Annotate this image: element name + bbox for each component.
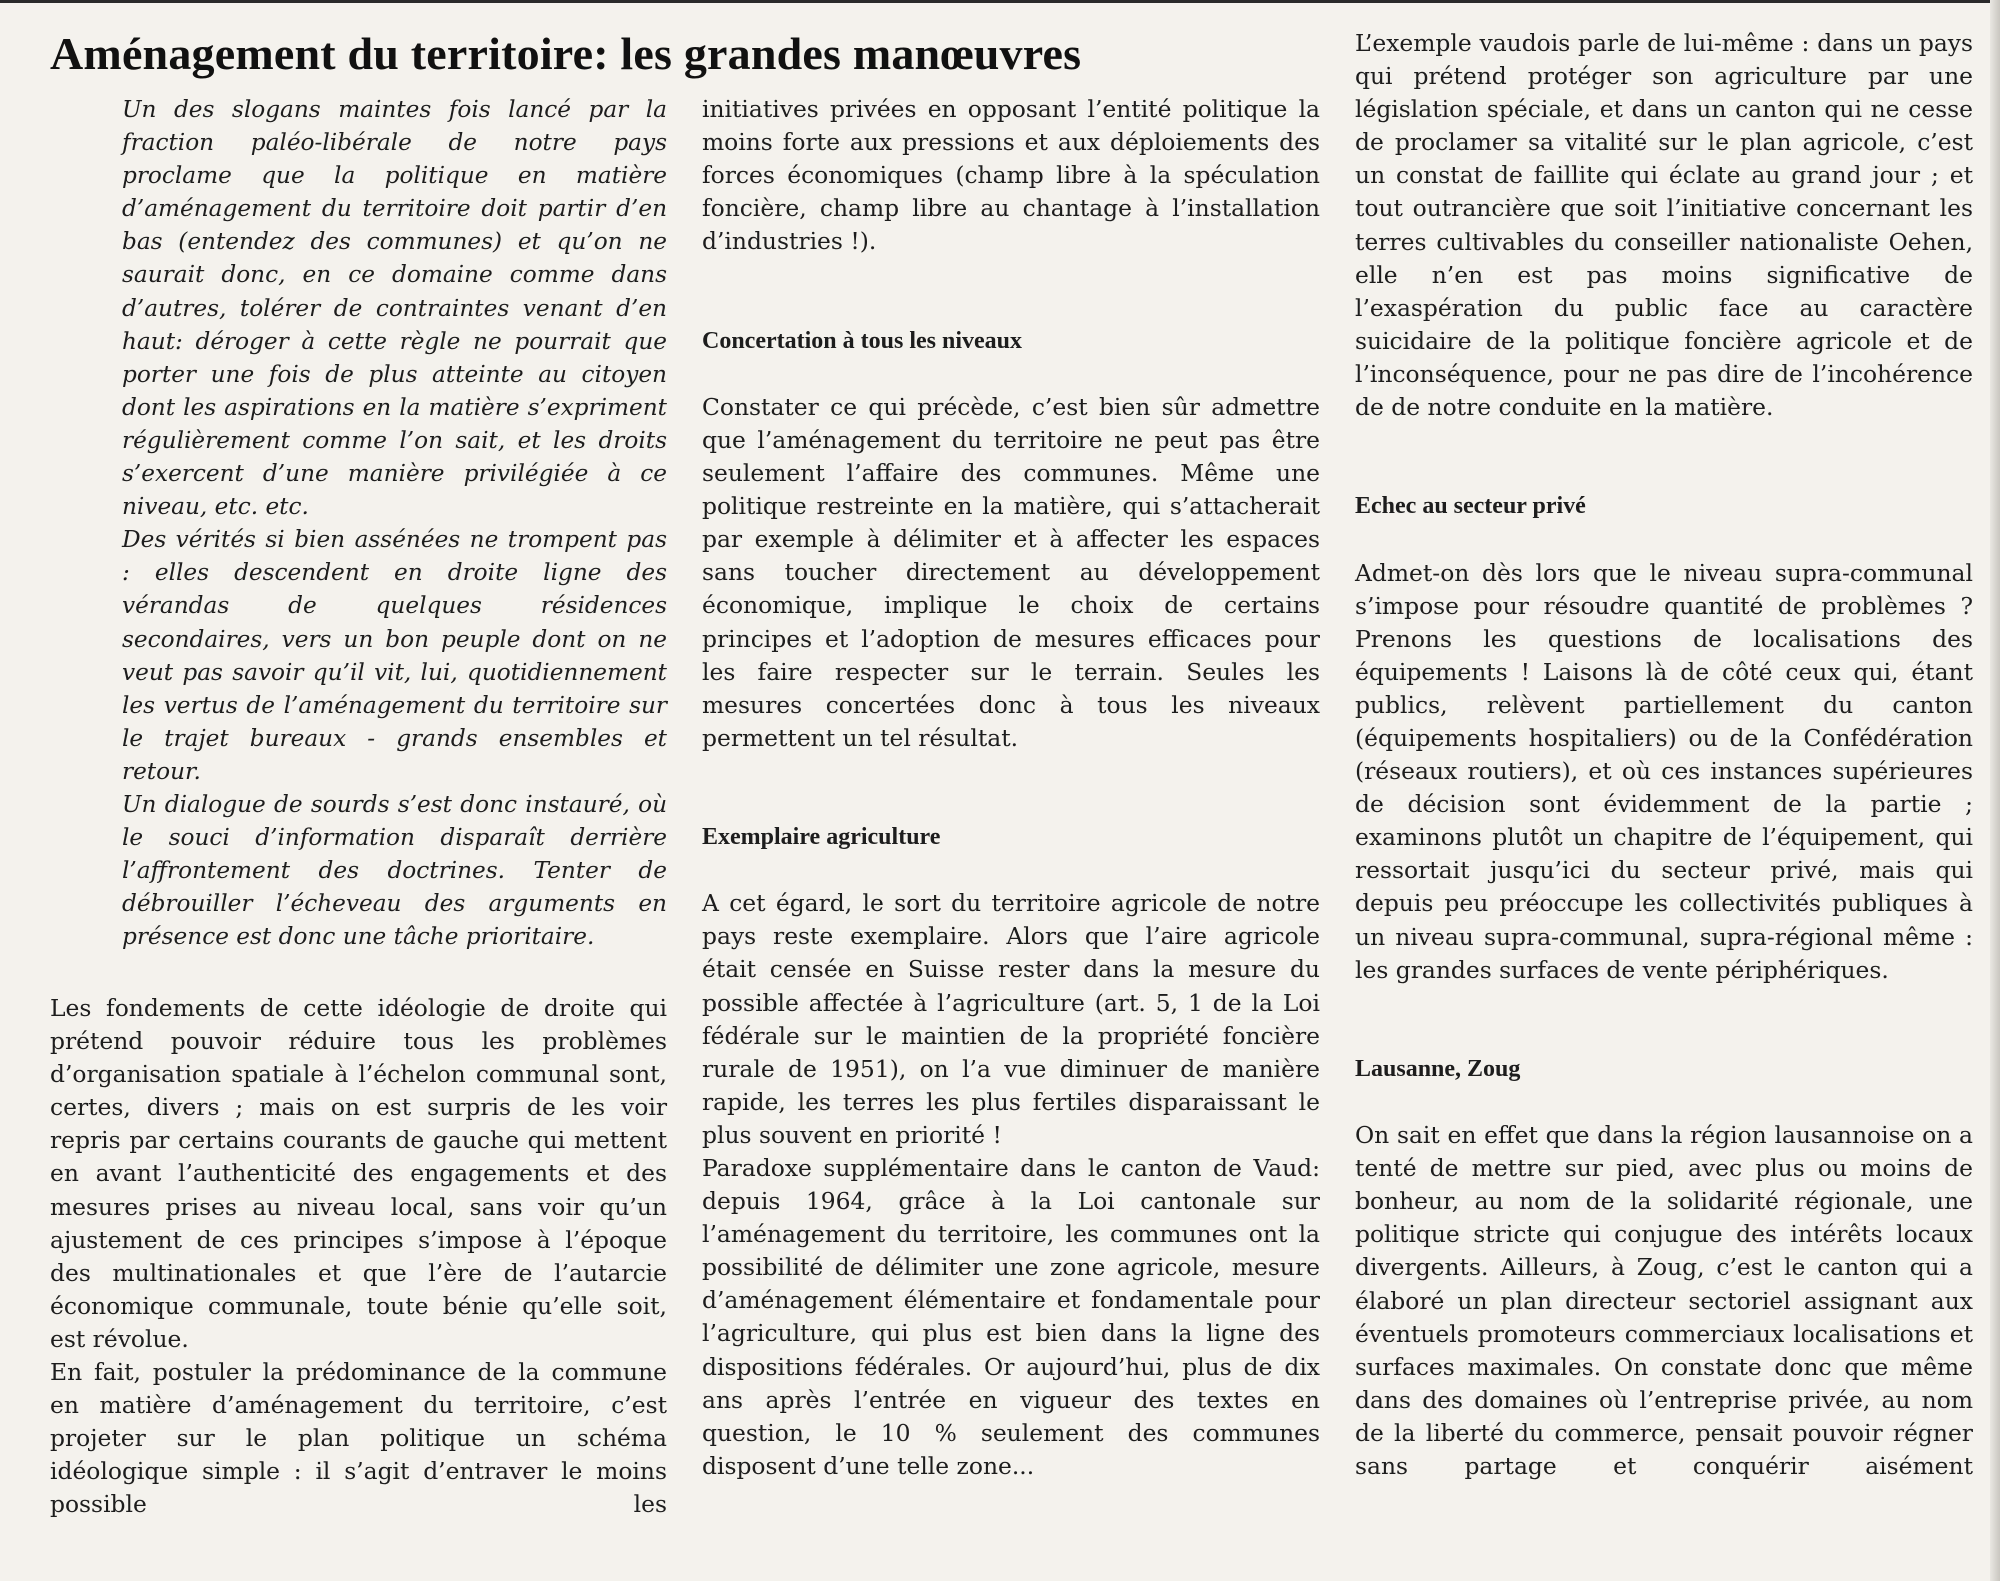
- body-paragraph: Constater ce qui précède, c’est bien sûr admettre que l’aménagement du territoire ne peut pas être seulement l’affaire des communes. Même une politique restreinte en la matière, qui s’attacherait par exemple à délimiter et à affecter les espaces sans toucher directement au développement économique, implique le choix de certains principes et l’adoption de mesures efficaces pour les faire respecter sur le terrain. Seules les mesures concertées donc à tous les niveaux permettent un tel résultat.: [702, 392, 1320, 752]
- intro-lead: [122, 93, 667, 953]
- column-3: [1355, 27, 1973, 1483]
- intro-paragraph: Un dialogue de sourds s’est donc instauré, où le souci d’information disparaît derrière l’affrontement des doctrines. Tenter de débrouiller l’écheveau des arguments en présence est donc une tâche prioritaire.: [122, 790, 667, 951]
- column-1: [50, 992, 667, 1522]
- intro-paragraph: Des vérités si bien assénées ne trompent pas : elles descendent en droite ligne des vérandas de quelques résidences secondaires, vers un bon peuple dont on ne veut pas savoir qu’il vit, lui, quotidiennement les vertus de l’aménagement du territoire sur le trajet bureaux - grands ensembles et retour.: [122, 526, 667, 785]
- body-paragraph: En fait, postuler la prédominance de la commune en matière d’aménagement du territoire, c’est projeter sur le plan politique un schéma idéologique simple : il s’agit d’entraver le moins possible les: [50, 1358, 667, 1519]
- top-rule: [0, 0, 1990, 3]
- section-heading: Concertation à tous les niveaux: [702, 327, 1022, 354]
- body-paragraph: Paradoxe supplémentaire dans le canton de Vaud: depuis 1964, grâce à la Loi cantonale sur l’aménagement du territoire, les communes ont la possibilité de délimiter une zone agricole, mesure d’aménagement élémentaire et fondamentale pour l’agriculture, qui plus est bien dans la ligne des dispositions fédérales. Or aujourd’hui, plus de dix ans après l’entrée en vigueur des textes en question, le 10 % seulement des communes disposent d’une telle zone...: [702, 1154, 1320, 1480]
- intro-paragraph: Un des slogans maintes fois lancé par la fraction paléo-libérale de notre pays proclame que la politique en matière d’aménagement du territoire doit partir d’en bas (entendez des communes) et qu’on ne saurait donc, en ce domaine comme dans d’autres, tolérer de contraintes venant d’en haut: déroger à cette règle ne pourrait que porter une fois de plus atteinte au citoyen dont les aspirations en la matière s’expriment régulièrement comme l’on sait, et les droits s’exercent d’une manière privilégiée à ce niveau, etc. etc.: [122, 96, 667, 521]
- section-heading: Echec au secteur privé: [1355, 493, 1586, 520]
- page-edge-shadow: [1990, 0, 2000, 1581]
- section-heading: Lausanne, Zoug: [1355, 1055, 1521, 1082]
- body-paragraph: On sait en effet que dans la région lausannoise on a tenté de mettre sur pied, avec plus ou moins de bonheur, au nom de la solidarité régionale, une politique stricte qui conjugue des intérêts locaux divergents. Ailleurs, à Zoug, c’est le canton qui a élaboré un plan directeur sectoriel assignant aux éventuels promoteurs commerciaux localisations et surfaces maximales. On constate donc que même dans des domaines où l’entreprise privée, au nom de la liberté du commerce, pensait pouvoir régner sans partage et conquérir aisément: [1355, 1121, 1973, 1481]
- body-paragraph: Admet-on dès lors que le niveau supra-communal s’impose pour résoudre quantité de problèmes ? Prenons les questions de localisations des équipements ! Laisons là de côté ceux qui, étant publics, relèvent partiellement du canton (équipements hospitaliers) ou de la Confédération (réseaux routiers), et où ces instances supérieures de décision sont évidemment de la partie ; examinons plutôt un chapitre de l’équipement, qui ressortait jusqu’ici du secteur privé, mais qui depuis peu préoccupe les collectivités publiques à un niveau supra-communal, supra-régional même : les grandes surfaces de vente périphériques.: [1355, 558, 1973, 984]
- body-paragraph: A cet égard, le sort du territoire agricole de notre pays reste exemplaire. Alors que l’aire agricole était censée en Suisse rester dans la mesure du possible affectée à l’agriculture (art. 5, 1 de la Loi fédérale sur le maintien de la propriété foncière rurale de 1951), on l’a vue diminuer de manière rapide, les terres les plus fertiles disparaissant le plus souvent en priorité !: [702, 889, 1320, 1149]
- section-heading: Exemplaire agriculture: [702, 824, 941, 851]
- body-paragraph: Les fondements de cette idéologie de droite qui prétend pouvoir réduire tous les problèmes d’organisation spatiale à l’échelon communal sont, certes, divers ; mais on est surpris de les voir repris par certains courants de gauche qui mettent en avant l’authenticité des engagements et des mesures prises au niveau local, sans voir qu’un ajustement de ces principes s’impose à l’époque des multinationales et que l’ère de l’autarcie économique communale, toute bénie qu’elle soit, est révolue.: [50, 994, 667, 1353]
- body-paragraph: L’exemple vaudois parle de lui-même : dans un pays qui prétend protéger son agriculture par une législation spéciale, et dans un canton qui ne cesse de proclamer sa vitalité sur le plan agricole, c’est un constat de faillite qui éclate au grand jour ; et tout outrancière que soit l’initiative concernant les terres cultivables du conseiller nationaliste Oehen, elle n’en est pas moins significative de l’exaspération du public face au caractère suicidaire de la politique foncière agricole et de l’inconséquence, pour ne pas dire de l’incohérence de de notre conduite en la matière.: [1355, 29, 1973, 422]
- body-paragraph: initiatives privées en opposant l’entité politique la moins forte aux pressions et aux déploiements des forces économiques (champ libre à la spéculation foncière, champ libre au chantage à l’installation d’industries !).: [702, 95, 1320, 256]
- column-2: [702, 93, 1320, 1483]
- article-title: Aménagement du territoire: les grandes manœuvres: [50, 28, 1082, 79]
